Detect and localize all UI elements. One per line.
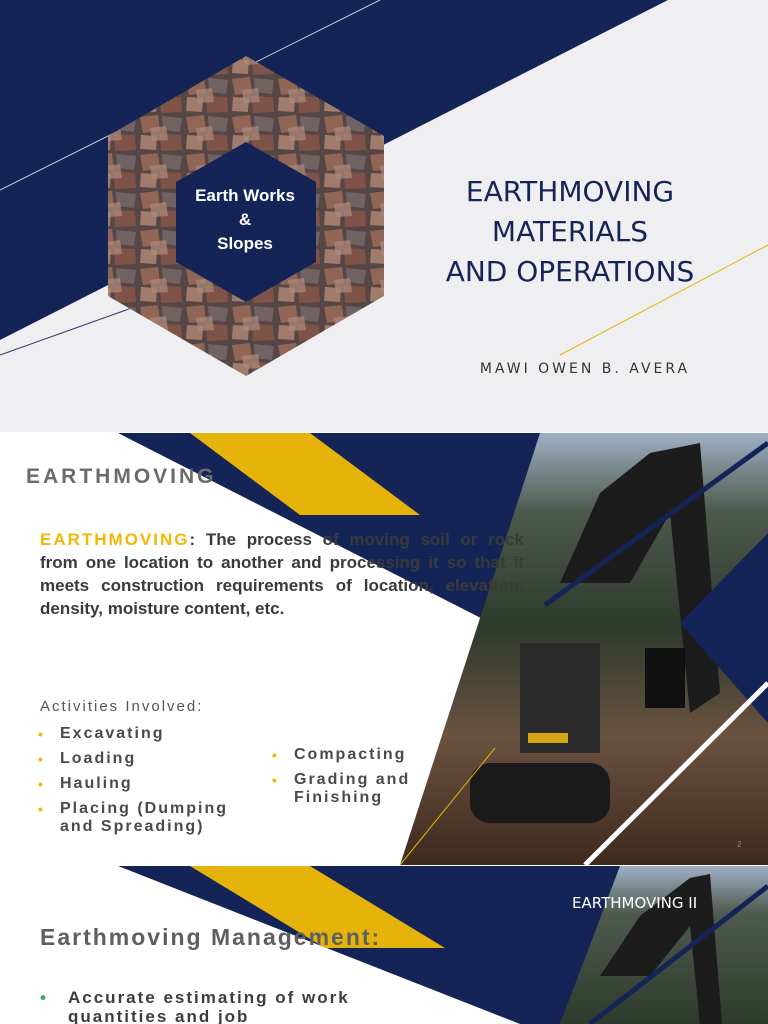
definition-text: : The process of moving soil or rock from one location to another and processing it so that it meets construction requirements of location, elevation, density, moisture content, etc.: [40, 530, 524, 618]
title-line: MATERIALS: [491, 215, 649, 248]
activities-heading: Activities Involved:: [40, 698, 204, 715]
page-number: 2: [737, 840, 742, 849]
list-item: • Compacting: [272, 746, 442, 764]
title-slide: [0, 0, 768, 432]
list-item: • Accurate estimating of work quantities and job: [40, 988, 420, 1024]
hexagon-label-line: Earth Works: [195, 186, 295, 205]
hexagon-label-line: Slopes: [217, 234, 273, 253]
list-item: • Loading: [38, 750, 268, 768]
title-line: EARTHMOVING: [465, 175, 675, 208]
definition-term: EARTHMOVING: [40, 530, 190, 549]
management-slide: [0, 866, 768, 1024]
slide-heading: EARTHMOVING: [26, 465, 217, 488]
earthmoving-slide: [0, 433, 768, 865]
activities-list-right: [272, 746, 442, 814]
activities-list-left: [38, 725, 268, 843]
presentation-title: [420, 172, 720, 292]
management-list: [40, 988, 420, 1024]
list-item: • Excavating: [38, 725, 268, 743]
earthmoving-definition: [40, 528, 524, 620]
slide-corner-label: EARTHMOVING II: [572, 894, 698, 912]
list-item: • Placing (Dumping and Spreading): [38, 800, 268, 836]
author-name: MAWI OWEN B. AVERA: [479, 361, 691, 377]
hexagon-label: [172, 184, 318, 256]
list-item: • Hauling: [38, 775, 268, 793]
slide-heading: Earthmoving Management:: [40, 924, 382, 950]
title-line: AND OPERATIONS: [445, 255, 695, 288]
hexagon-label-line: &: [238, 210, 252, 229]
list-item: • Grading and Finishing: [272, 771, 442, 807]
